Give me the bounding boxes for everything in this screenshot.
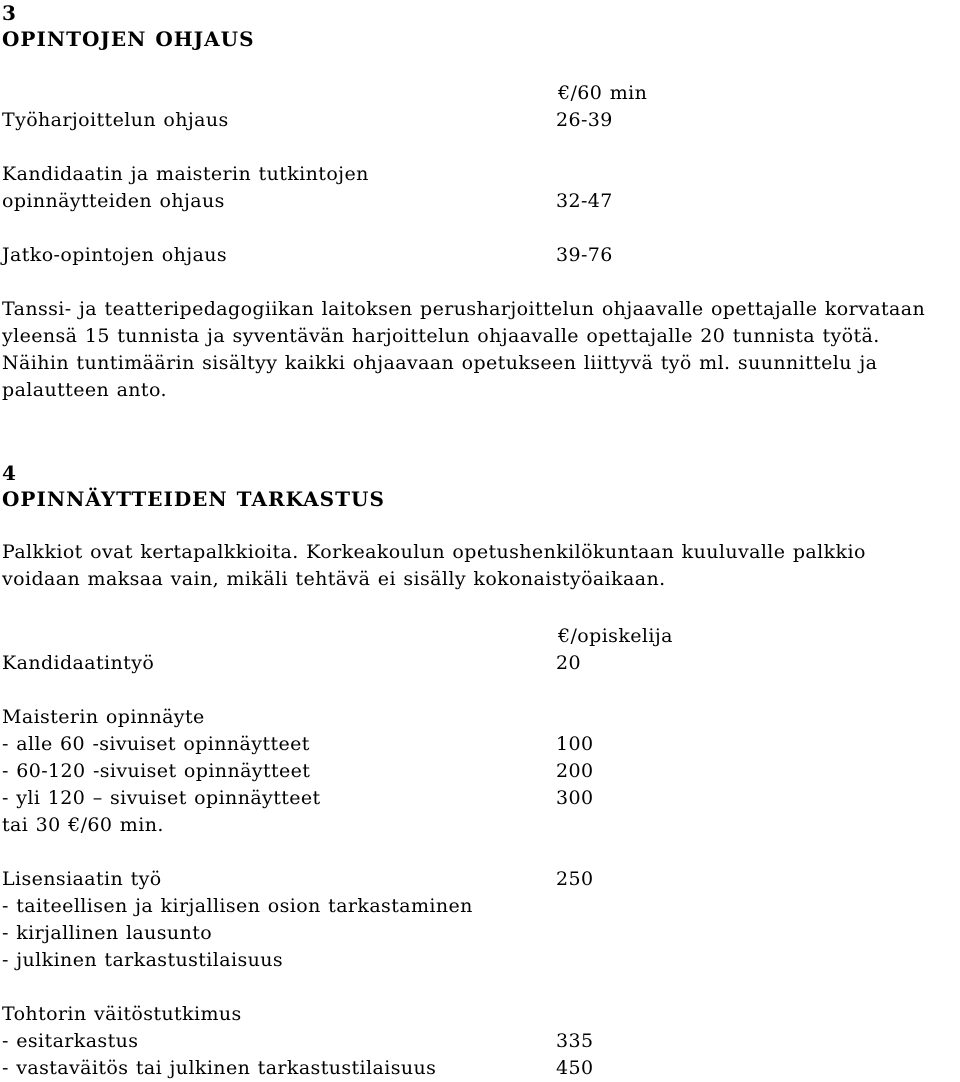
group-heading: Maisterin opinnäyte bbox=[2, 706, 205, 728]
paragraph-line: Palkkiot ovat kertapalkkioita. Korkeakoulun opetushenkilökuntaan kuuluvalle palkkio bbox=[2, 541, 866, 563]
row-value: 20 bbox=[556, 652, 581, 674]
row-label: Kandidaatintyö bbox=[2, 652, 155, 674]
row-value: 300 bbox=[556, 787, 594, 809]
row-label: - alle 60 -sivuiset opinnäytteet bbox=[2, 733, 310, 755]
row-label: opinnäytteiden ohjaus bbox=[2, 190, 225, 212]
group-heading: Lisensiaatin työ bbox=[2, 868, 162, 890]
group-note: tai 30 €/60 min. bbox=[2, 814, 164, 836]
row-value: 335 bbox=[556, 1030, 594, 1052]
paragraph-line: voidaan maksaa vain, mikäli tehtävä ei sisälly kokonaistyöaikaan. bbox=[2, 568, 666, 590]
row-label: Kandidaatin ja maisterin tutkintojen bbox=[2, 163, 369, 185]
paragraph-line: Näihin tuntimäärin sisältyy kaikki ohjaavaan opetukseen liittyvä työ ml. suunnittelu ja bbox=[2, 352, 878, 374]
row-value: 100 bbox=[556, 733, 594, 755]
row-value: 26-39 bbox=[556, 109, 613, 131]
list-item: - taiteellisen ja kirjallisen osion tarkastaminen bbox=[2, 895, 473, 917]
row-value: 250 bbox=[556, 868, 594, 890]
row-value: 450 bbox=[556, 1057, 594, 1079]
row-label: - esitarkastus bbox=[2, 1030, 139, 1052]
paragraph-line: yleensä 15 tunnista ja syventävän harjoittelun ohjaavalle opettajalle 20 tunnista työtä. bbox=[2, 325, 880, 347]
unit-header: €/60 min bbox=[558, 82, 648, 104]
paragraph-line: palautteen anto. bbox=[2, 379, 167, 401]
list-item: - kirjallinen lausunto bbox=[2, 922, 213, 944]
section-number: 3 bbox=[2, 1, 17, 25]
list-item: - julkinen tarkastustilaisuus bbox=[2, 949, 284, 971]
row-value: 39-76 bbox=[556, 244, 613, 266]
section-title: OPINTOJEN OHJAUS bbox=[2, 27, 255, 51]
row-label: Jatko-opintojen ohjaus bbox=[2, 244, 228, 266]
section-number: 4 bbox=[2, 461, 17, 485]
row-value: 32-47 bbox=[556, 190, 613, 212]
row-label: - yli 120 – sivuiset opinnäytteet bbox=[2, 787, 321, 809]
row-label: Työharjoittelun ohjaus bbox=[2, 109, 229, 131]
paragraph-line: Tanssi- ja teatteripedagogiikan laitoksen perusharjoittelun ohjaavalle opettajalle korvataan bbox=[2, 298, 926, 320]
row-label: - vastaväitös tai julkinen tarkastustilaisuus bbox=[2, 1057, 437, 1079]
unit-header: €/opiskelija bbox=[558, 625, 673, 647]
section-title: OPINNÄYTTEIDEN TARKASTUS bbox=[2, 487, 385, 511]
row-label: - 60-120 -sivuiset opinnäytteet bbox=[2, 760, 311, 782]
group-heading: Tohtorin väitöstutkimus bbox=[2, 1003, 242, 1025]
row-value: 200 bbox=[556, 760, 594, 782]
